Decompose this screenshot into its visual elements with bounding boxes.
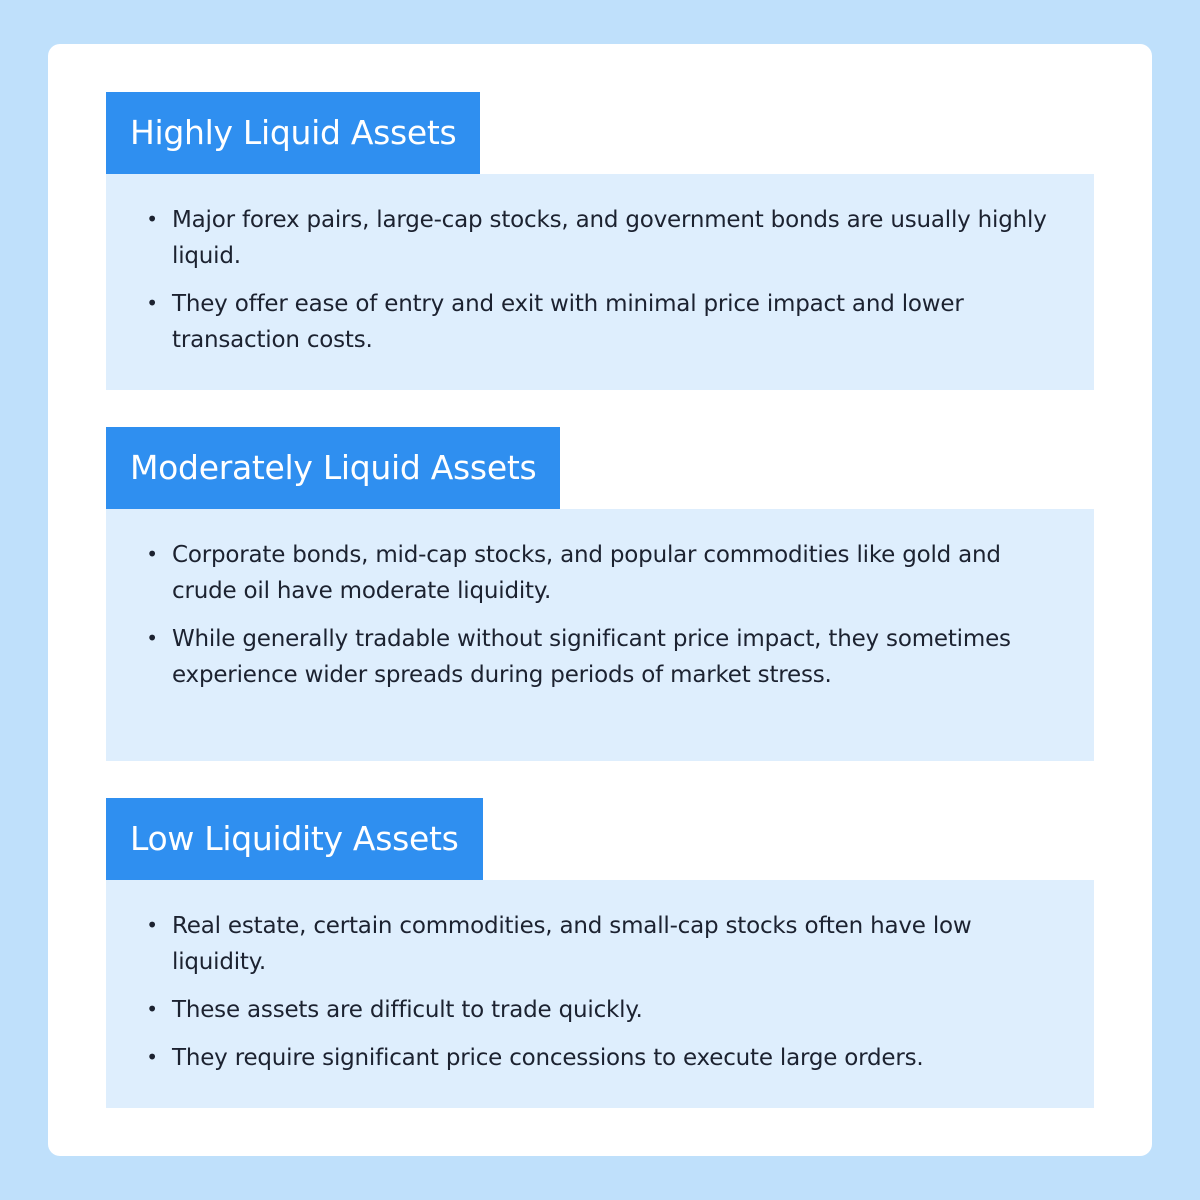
list-item: [146, 202, 1064, 274]
section-title: Low Liquidity Assets: [106, 798, 483, 880]
bullet-icon: •: [146, 626, 158, 650]
bullet-text: They offer ease of entry and exit with minimal price impact and lower transaction costs.: [172, 291, 964, 353]
section-body: [106, 509, 1094, 761]
bullet-list: [146, 908, 1064, 1076]
bullet-text: Corporate bonds, mid-cap stocks, and popular commodities like gold and crude oil have moderate liquidity.: [172, 542, 1001, 604]
bullet-list: [146, 537, 1064, 693]
bullet-text: Major forex pairs, large-cap stocks, and government bonds are usually highly liquid.: [172, 207, 1047, 269]
section-highly-liquid: [106, 92, 1094, 390]
bullet-icon: •: [146, 913, 158, 937]
list-item: [146, 537, 1064, 609]
bullet-text: They require significant price concessions to execute large orders.: [172, 1045, 924, 1071]
section-body: [106, 880, 1094, 1108]
list-item: [146, 908, 1064, 980]
bullet-icon: •: [146, 997, 158, 1021]
bullet-text: Real estate, certain commodities, and small-cap stocks often have low liquidity.: [172, 913, 972, 975]
bullet-icon: •: [146, 542, 158, 566]
list-item: [146, 286, 1064, 358]
bullet-icon: •: [146, 291, 158, 315]
bullet-icon: •: [146, 207, 158, 231]
list-item: [146, 1040, 1064, 1076]
section-body: [106, 174, 1094, 390]
content-card: [48, 44, 1152, 1156]
section-moderately-liquid: [106, 427, 1094, 761]
bullet-text: While generally tradable without significant price impact, they sometimes experience wider spreads during periods of market stress.: [172, 626, 1011, 688]
section-title: Highly Liquid Assets: [106, 92, 480, 174]
section-title: Moderately Liquid Assets: [106, 427, 560, 509]
bullet-icon: •: [146, 1045, 158, 1069]
list-item: [146, 992, 1064, 1028]
list-item: [146, 621, 1064, 693]
section-low-liquidity: [106, 798, 1094, 1108]
bullet-list: [146, 202, 1064, 358]
bullet-text: These assets are difficult to trade quickly.: [172, 997, 643, 1023]
